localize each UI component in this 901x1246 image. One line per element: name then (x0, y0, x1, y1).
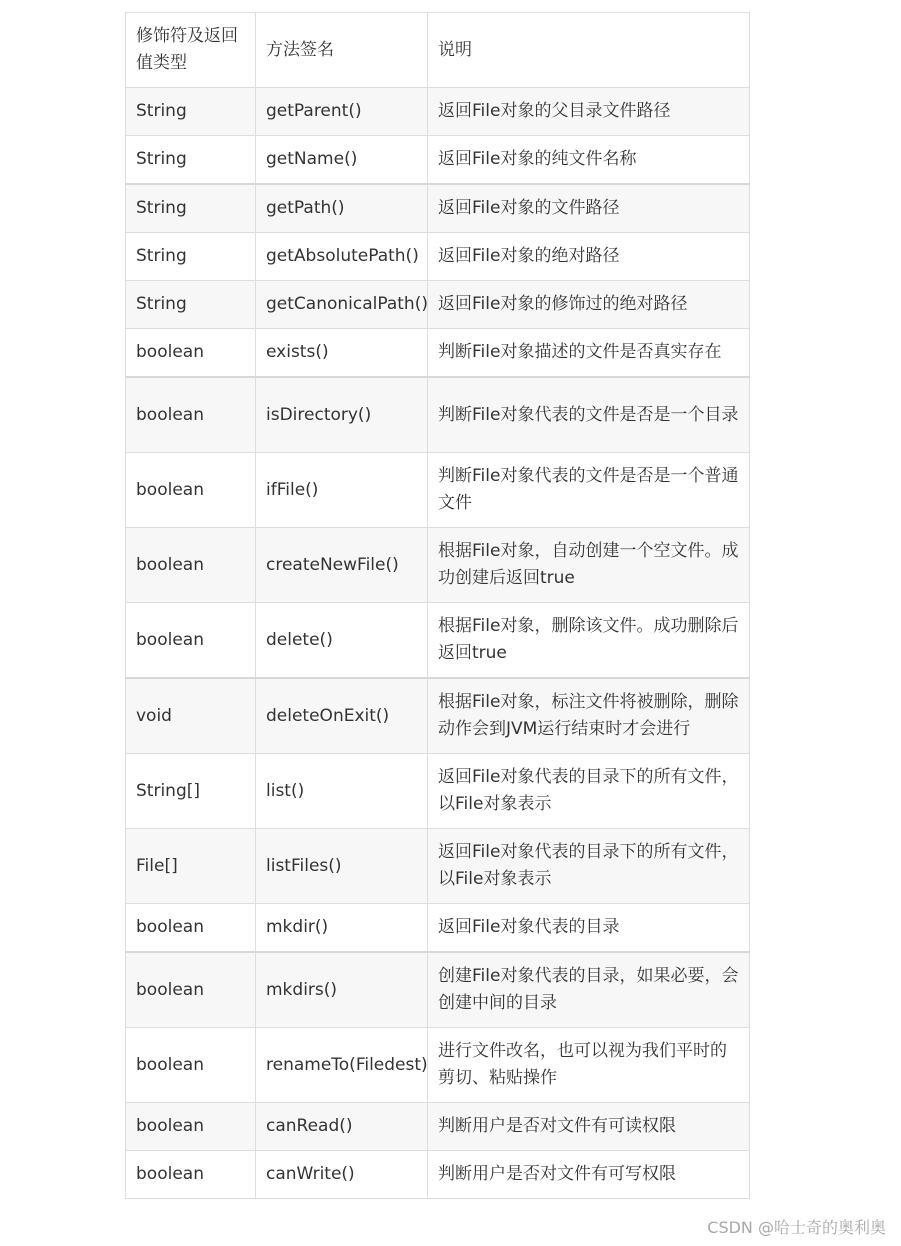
table-row (126, 184, 750, 233)
cell-type: boolean (126, 1151, 256, 1199)
cell-description: 返回File对象的文件路径 (428, 184, 750, 233)
cell-method: ifFile() (256, 453, 428, 528)
cell-type: boolean (126, 528, 256, 603)
table-row (126, 377, 750, 453)
table-row (126, 453, 750, 528)
csdn-watermark: CSDN @哈士奇的奥利奥 (707, 1218, 886, 1237)
cell-description: 返回File对象代表的目录下的所有文件，以File对象表示 (428, 829, 750, 904)
cell-description: 判断File对象代表的文件是否是一个目录 (428, 377, 750, 453)
cell-description: 返回File对象的绝对路径 (428, 233, 750, 281)
cell-method: getPath() (256, 184, 428, 233)
header-description: 说明 (428, 13, 750, 88)
table-row (126, 281, 750, 329)
cell-method: list() (256, 754, 428, 829)
cell-method: listFiles() (256, 829, 428, 904)
cell-method: exists() (256, 329, 428, 378)
cell-method: isDirectory() (256, 377, 428, 453)
table-row (126, 233, 750, 281)
cell-description: 返回File对象代表的目录下的所有文件，以File对象表示 (428, 754, 750, 829)
cell-type: void (126, 678, 256, 754)
cell-type: String (126, 233, 256, 281)
cell-type: boolean (126, 952, 256, 1028)
table-row (126, 528, 750, 603)
table-row (126, 329, 750, 378)
cell-description: 根据File对象，标注文件将被删除，删除动作会到JVM运行结束时才会进行 (428, 678, 750, 754)
cell-type: boolean (126, 329, 256, 378)
cell-method: delete() (256, 603, 428, 679)
cell-type: boolean (126, 377, 256, 453)
cell-description: 返回File对象的修饰过的绝对路径 (428, 281, 750, 329)
file-methods-table (125, 12, 750, 1199)
cell-description: 判断用户是否对文件有可读权限 (428, 1103, 750, 1151)
cell-description: 判断File对象代表的文件是否是一个普通文件 (428, 453, 750, 528)
cell-type: String (126, 184, 256, 233)
cell-description: 进行文件改名，也可以视为我们平时的剪切、粘贴操作 (428, 1028, 750, 1103)
cell-type: String (126, 88, 256, 136)
cell-method: canRead() (256, 1103, 428, 1151)
cell-type: boolean (126, 1103, 256, 1151)
header-method-signature: 方法签名 (256, 13, 428, 88)
cell-type: boolean (126, 1028, 256, 1103)
table-row (126, 603, 750, 679)
cell-type: String (126, 136, 256, 185)
cell-type: boolean (126, 904, 256, 953)
cell-description: 创建File对象代表的目录，如果必要，会创建中间的目录 (428, 952, 750, 1028)
cell-description: 返回File对象的纯文件名称 (428, 136, 750, 185)
cell-description: 判断File对象描述的文件是否真实存在 (428, 329, 750, 378)
cell-description: 返回File对象代表的目录 (428, 904, 750, 953)
cell-type: String[] (126, 754, 256, 829)
cell-type: File[] (126, 829, 256, 904)
table-row (126, 904, 750, 953)
table-header-row (126, 13, 750, 88)
cell-description: 根据File对象，自动创建一个空文件。成功创建后返回true (428, 528, 750, 603)
table-row (126, 829, 750, 904)
cell-method: getName() (256, 136, 428, 185)
table-row (126, 1103, 750, 1151)
cell-method: getParent() (256, 88, 428, 136)
table-row (126, 678, 750, 754)
cell-type: String (126, 281, 256, 329)
cell-method: canWrite() (256, 1151, 428, 1199)
cell-type: boolean (126, 603, 256, 679)
table-row (126, 1151, 750, 1199)
cell-description: 返回File对象的父目录文件路径 (428, 88, 750, 136)
cell-method: getCanonicalPath() (256, 281, 428, 329)
cell-method: mkdir() (256, 904, 428, 953)
table-row (126, 88, 750, 136)
table-row (126, 1028, 750, 1103)
cell-method: createNewFile() (256, 528, 428, 603)
file-methods-table-container (125, 12, 749, 1199)
cell-description: 判断用户是否对文件有可写权限 (428, 1151, 750, 1199)
table-row (126, 952, 750, 1028)
table-row (126, 754, 750, 829)
cell-method: deleteOnExit() (256, 678, 428, 754)
header-return-type: 修饰符及返回值类型 (126, 13, 256, 88)
table-row (126, 136, 750, 185)
cell-type: boolean (126, 453, 256, 528)
cell-method: mkdirs() (256, 952, 428, 1028)
cell-description: 根据File对象，删除该文件。成功删除后返回true (428, 603, 750, 679)
cell-method: renameTo(Filedest) (256, 1028, 428, 1103)
cell-method: getAbsolutePath() (256, 233, 428, 281)
